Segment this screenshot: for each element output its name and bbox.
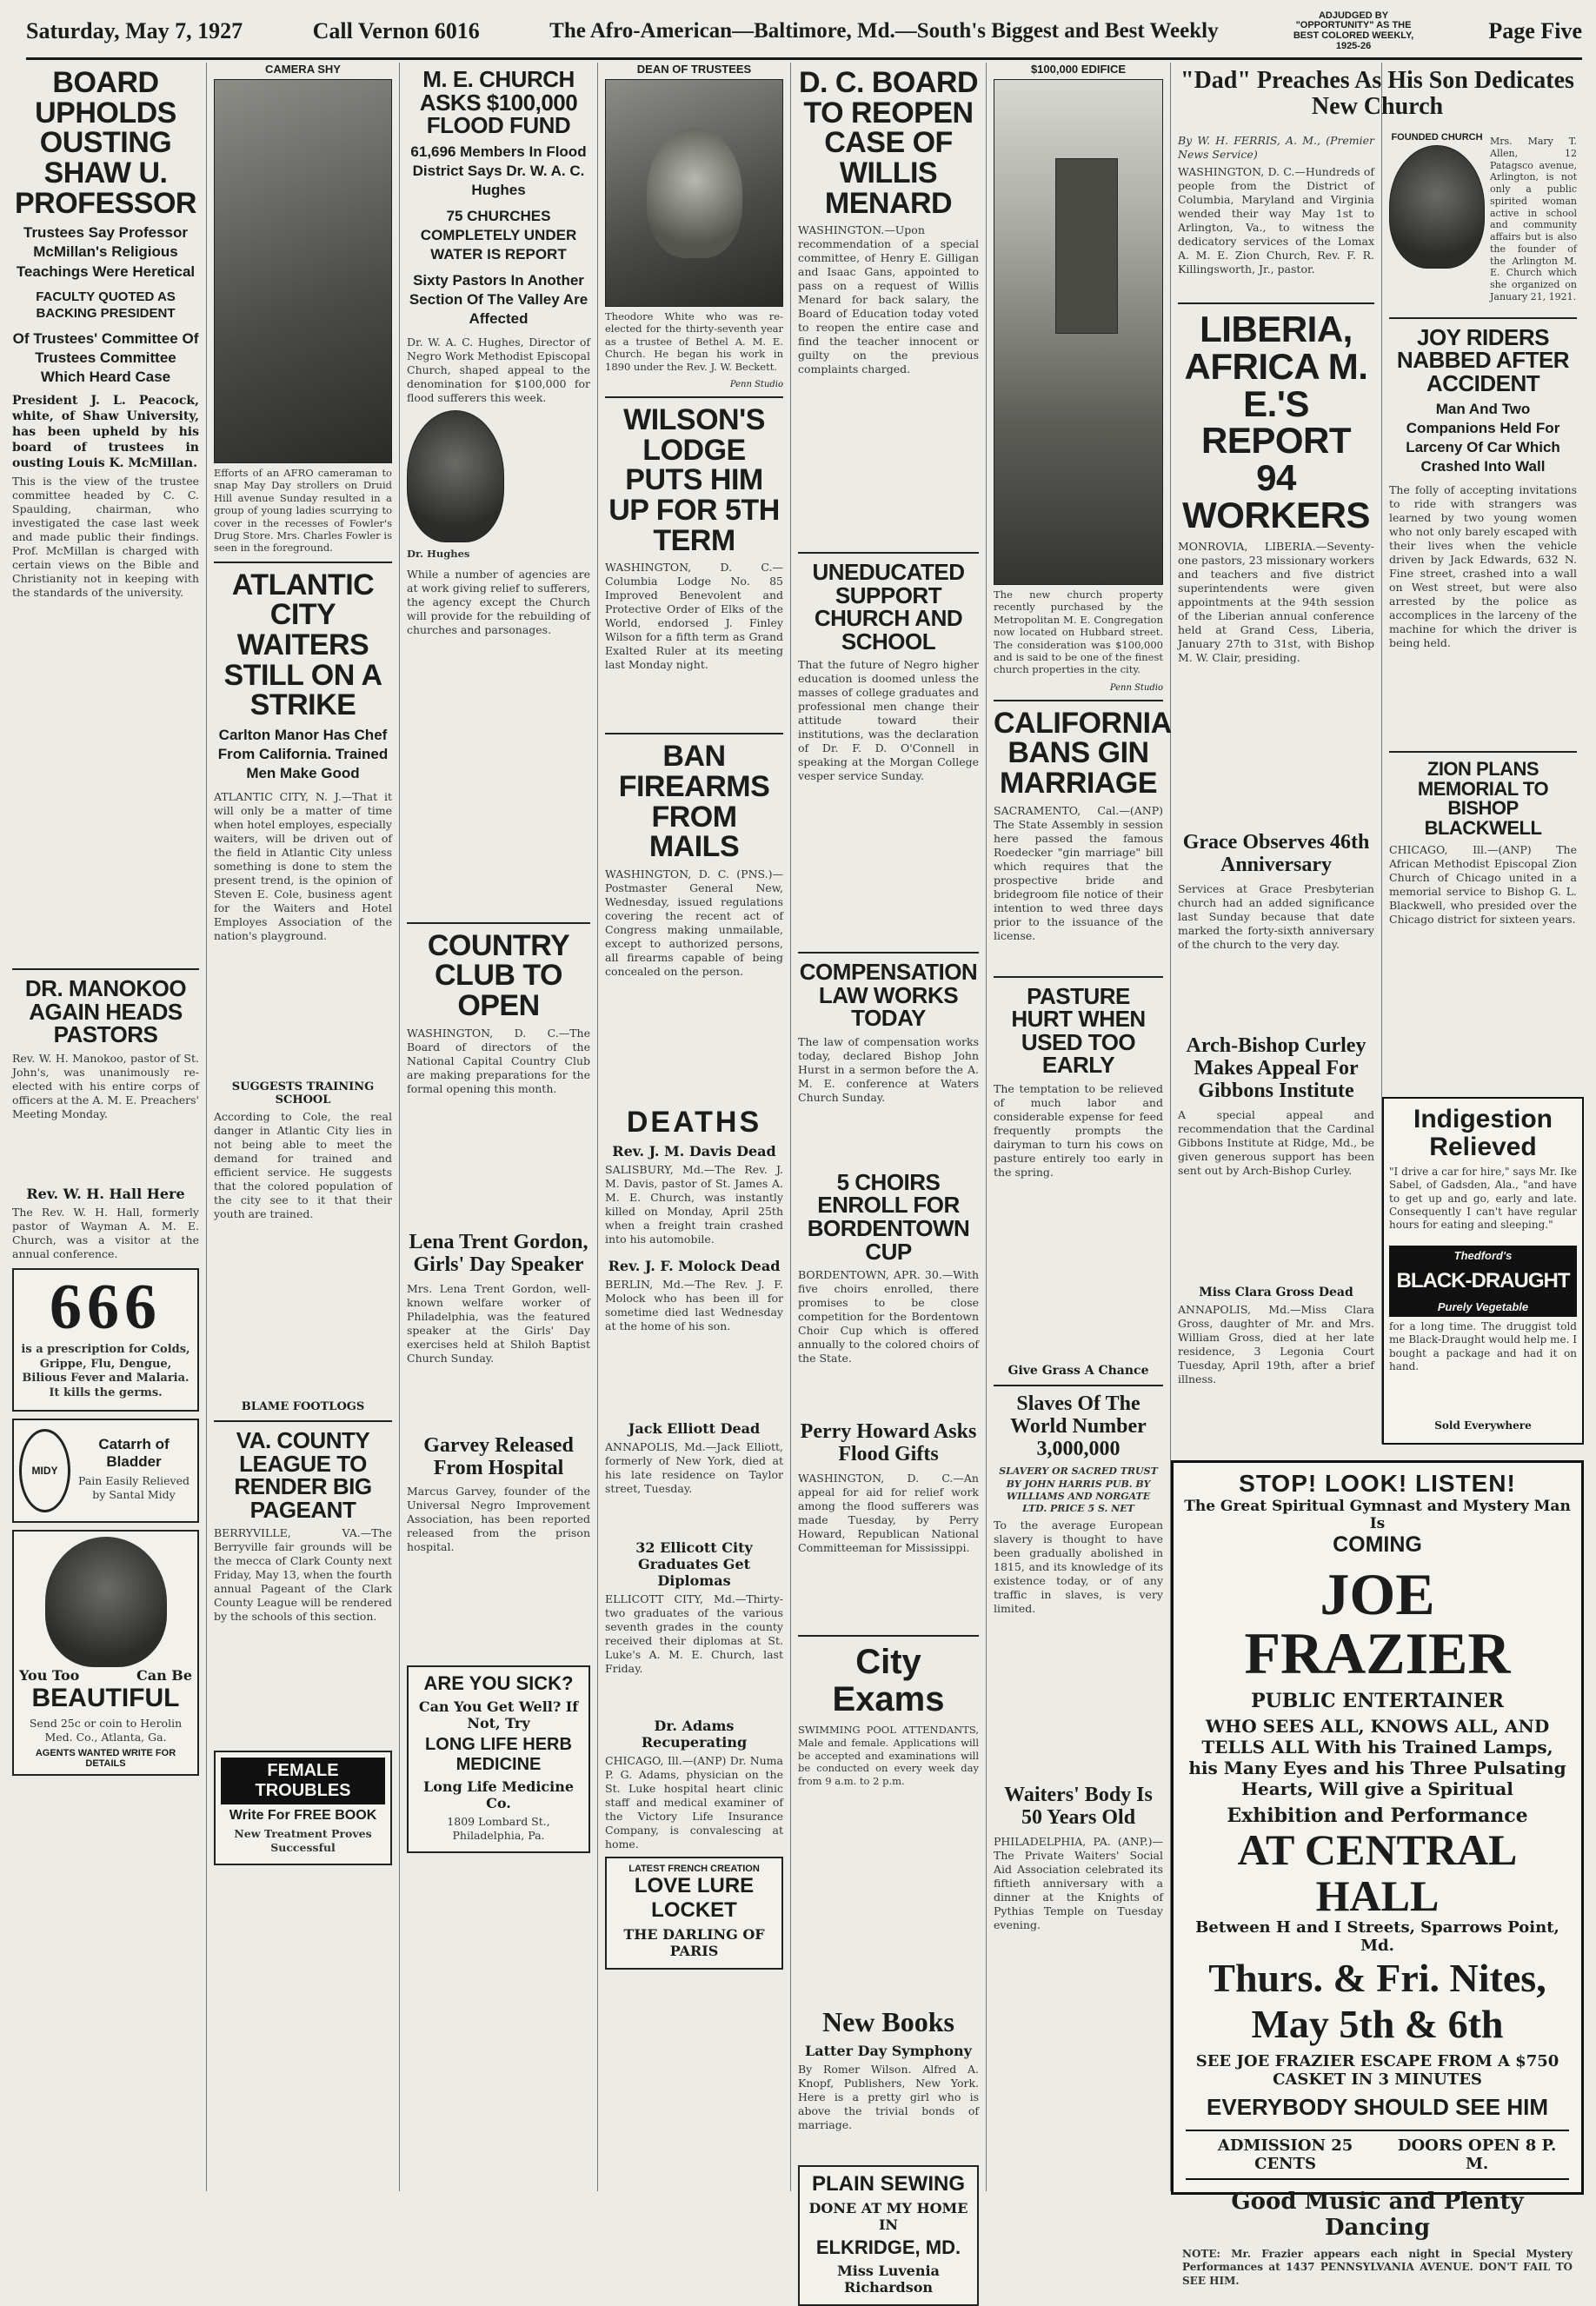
divider <box>994 976 1163 978</box>
subhead-grass: Give Grass A Chance <box>1007 1363 1149 1378</box>
frazier-dates: Thurs. & Fri. Nites, May 5th & 6th <box>1208 1956 1546 2046</box>
photo-caption: Efforts of an AFRO cameraman to snap May Day strollers on Druid Hill avenue Sunday resulted in a group of young ladies scurrying to cover in the recesses of Fowler's Drug Store. Mrs. Charles Fowler is seen in the foreground. <box>214 467 392 555</box>
divider <box>605 396 783 398</box>
headline-manokoo: DR. MANOKOO AGAIN HEADS PASTORS <box>24 975 187 1048</box>
ad-sick-sub: Can You Get Well? If Not, Try <box>418 1698 579 1732</box>
article-text: The folly of accepting invitations to ride with strangers was learned by two young women who not only barely escaped with their lives when the vehicle driven by Jack Edwards, 632 N. Fine street, crashed into a wall on West street, but were also arrested by the police as accomplices in the larceny of the machine for which the driver is being held. <box>1389 483 1577 650</box>
photo-credit: Penn Studio <box>1109 682 1163 693</box>
article-text: While a number of agencies are at work giving relief to sufferers, the agency except the Church will provide for the rebuilding of churches and parsonages. <box>407 567 590 636</box>
article-text: That the future of Negro higher education is doomed unless the masses of college graduates and professional men change their attitude toward their institutions, was the declaration of Dr. F. D. O'Connell in speaking at the Morgan College vesper service Sunday. <box>798 658 979 783</box>
book-credit: SLAVERY OR SACRED TRUST BY JOHN HARRIS PUB. BY WILLIAMS AND NORGATE LTD. PRICE 5 S. NET <box>999 1465 1158 1514</box>
issue-date: Saturday, May 7, 1927 <box>26 18 243 43</box>
headline-grace-anniversary: Grace Observes 46th Anniversary <box>1182 830 1370 876</box>
divider <box>407 922 590 924</box>
photo-caption: Theodore White who was re-elected for the thirty-seventh year as a trustee of Bethel A. M. E. Church. He began his work in 1890 under the Rev. J. W. Beckett. <box>605 310 783 373</box>
santal-logo-icon: MIDY <box>19 1429 70 1512</box>
column-4 <box>598 63 791 2191</box>
headline-country-club: COUNTRY CLUB TO OPEN <box>427 928 570 1023</box>
divider <box>1389 317 1577 319</box>
article-text: The temptation to be relieved of much labor and considerable expense for feed frequently prompts the dairyman to turn his cows on pasture entirely too early in the spring. <box>994 1081 1163 1179</box>
divider <box>214 1420 392 1422</box>
headline-choirs: 5 CHOIRS ENROLL FOR BORDENTOWN CUP <box>807 1168 970 1265</box>
ad-company: Long Life Medicine Co. <box>422 1778 575 1812</box>
column-5 <box>791 63 987 2296</box>
headline-new-books: New Books <box>821 2006 954 2038</box>
ad-beautiful <box>12 1530 199 1776</box>
headline-compensation: COMPENSATION LAW WORKS TODAY <box>799 959 978 1032</box>
article-text: WASHINGTON.—Upon recommendation of a special committee, of Henry E. Gilligan and Isaac Gans, appointed to pass on a request of Willis Menard for back salary, the Board of Education today voted to reopen the entire case and find the teacher innocent or guilty on the previous complaints charged. <box>798 223 979 376</box>
adjudged-note: ADJUDGED BY "OPPORTUNITY" AS THE BEST COLORED WEEKLY, 1925-26 <box>1293 10 1414 51</box>
ad-address: 1809 Lombard St., Philadelphia, Pa. <box>447 1815 550 1843</box>
headline-willis-menard: D. C. BOARD TO REOPEN CASE OF WILLIS MENARD <box>798 66 979 220</box>
article-text: SACRAMENTO, Cal.—(ANP) The State Assembly in session here passed the famous Roedecker "gin marriage" bill which requires that the prospective bride and bridegroom file notice of their intention to wed three days prior to the issuance of the license. <box>994 803 1163 942</box>
divider <box>798 552 979 554</box>
article-text: Rev. W. H. Manokoo, pastor of St. John's, was unanimously re-elected with his entire corps of officers at the A. M. E. Preachers' Meeting Monday. <box>12 1052 199 1120</box>
ad-santal-title: Catarrh of Bladder <box>98 1435 170 1470</box>
headline-wilsons-lodge: WILSON'S LODGE PUTS HIM UP FOR 5TH TERM <box>608 402 780 557</box>
article-text: A special appeal and recommendation that the Cardinal Gibbons Institute at Ridge, Md., be given generous support has been sent out by Arch-Bishop Curley. <box>1178 1107 1374 1177</box>
frazier-note: NOTE: Mr. Frazier appears each night in Special Mystery Performances at 1437 PENNSYLVANIA AVENUE. DON'T FAIL TO SEE HIM. <box>1182 2248 1573 2287</box>
divider <box>1389 751 1577 753</box>
article-text: CHICAGO, Ill.—(ANP) The African Methodist Episcopal Zion Church of Chicago united in a memorial service to Bishop G. L. Blackwell, who presided over the Chicago district for sixteen years. <box>1389 843 1577 927</box>
article-text: WASHINGTON, D. C.—An appeal for aid for relief work among the flood sufferers was made Tuesday, by Perry Howard, Republican National Committeeman for Mississippi. <box>798 1471 979 1554</box>
frazier-subtitle: The Great Spiritual Gymnast and Mystery Man Is <box>1184 1498 1571 1532</box>
deck-flood-members: 61,696 Members In Flood District Says Dr. W. A. C. Hughes <box>410 143 587 198</box>
article-text: By Romer Wilson. Alfred A. Knopf, Publishers, New York. Here is a pretty girl who is above the trivial bonds of marriage. <box>798 2062 979 2131</box>
woman-portrait-icon <box>45 1537 167 1667</box>
founded-church-block <box>1389 132 1577 310</box>
photo-credit: Penn Studio <box>729 379 783 389</box>
photo-caption: The new church property recently purchased by the Metropolitan M. E. Congregation now located on Hubbard street. The consideration was $100,000 and is said to be one of the finest church properties in the city. <box>994 588 1163 676</box>
headline-lena-gordon: Lena Trent Gordon, Girls' Day Speaker <box>409 1230 589 1276</box>
article-text: Dr. W. A. C. Hughes, Director of Negro Work Methodist Episcopal Church, shaped appeal to the denomination for $100,000 for flood sufferers this week. <box>407 336 590 405</box>
frazier-name: JOE FRAZIER <box>1244 1561 1511 1686</box>
headline-slaves: Slaves Of The World Number 3,000,000 <box>1010 1392 1147 1460</box>
ad-indigestion <box>1382 1097 1584 1445</box>
masthead <box>26 5 1582 60</box>
divider <box>605 733 783 734</box>
ad-666-number: 666 <box>50 1272 162 1343</box>
article-text: WASHINGTON, D. C. (PNS.)—Postmaster General New, Wednesday, issued regulations covering the recent act of Congress making unmailable, except to authorized persons, all firearms capable of being concealed on the person. <box>605 867 783 978</box>
subhead-clara-gross: Miss Clara Gross Dead <box>1199 1285 1353 1299</box>
photo-theodore-white <box>605 79 783 307</box>
photo-caption: Dr. Hughes <box>407 548 470 561</box>
divider <box>12 968 199 970</box>
article-text: BERLIN, Md.—The Rev. J. F. Molock who has been ill for sometime died last Wednesday at the home of his son. <box>605 1277 783 1332</box>
subhead-davis: Rev. J. M. Davis Dead <box>612 1142 776 1160</box>
headline-zion-memorial: ZION PLANS MEMORIAL TO BISHOP BLACKWELL <box>1417 758 1549 839</box>
article-text: SALISBURY, Md.—The Rev. J. M. Davis, pastor of St. James A. M. E. Church, was instantly killed on Monday, April 25th when a freight train crashed into his automobile. <box>605 1162 783 1246</box>
headline-city-exams: City Exams <box>832 1642 945 1719</box>
ad-black-draught: BLACK-DRAUGHT <box>1389 1266 1577 1297</box>
portrait-icon <box>647 128 742 258</box>
article-text: WASHINGTON, D. C.—Columbia Lodge No. 85 Improved Benevolent and Protective Order of Elks of the World, endorsed J. Finley Wilson for a fifth term as Grand Exalted Ruler at its meeting last Monday night. <box>605 561 783 672</box>
photo-heading-founded: FOUNDED CHURCH <box>1391 132 1483 143</box>
subhead-training: SUGGESTS TRAINING SCHOOL <box>231 1080 375 1107</box>
subhead-ellicott: 32 Ellicott City Graduates Get Diplomas <box>635 1538 753 1589</box>
subhead-symphony: Latter Day Symphony <box>805 2042 972 2059</box>
ad-joe-frazier <box>1171 1460 1584 2287</box>
headline-pasture: PASTURE HURT WHEN USED TOO EARLY <box>1011 982 1146 1079</box>
subhead-adams: Dr. Adams Recuperating <box>641 1717 748 1751</box>
article-text: Marcus Garvey, founder of the Universal Negro Improvement Association, has been reported released from the prison hospital. <box>407 1485 590 1554</box>
headline-garvey: Garvey Released From Hospital <box>423 1433 574 1479</box>
frazier-music: Good Music and Plenty Dancing <box>1231 2189 1524 2241</box>
frazier-stop-look: STOP! LOOK! LISTEN! <box>1239 1470 1516 1497</box>
ad-locket-sub: THE DARLING OF PARIS <box>623 1925 765 1959</box>
article-text: ELLICOTT CITY, Md.—Thirty-two graduates of the various seventh grades in the county received their diplomas at St. Luke's A. M. E. Church, last Friday. <box>605 1592 783 1675</box>
frazier-admission: ADMISSION 25 CENTS <box>1217 2137 1353 2173</box>
frazier-description: WHO SEES ALL, KNOWS ALL, AND TELLS ALL With his Trained Lamps, his Many Eyes and his Three Pulsating Hearts, Will give a Spiritual <box>1188 1716 1566 1799</box>
deck-churches-underwater: 75 CHURCHES COMPLETELY UNDER WATER IS REPORT <box>420 207 577 263</box>
headline-ban-firearms: BAN FIREARMS FROM MAILS <box>618 740 770 864</box>
article-text: ANNAPOLIS, Md.—Miss Clara Gross, daughter of Mr. and Mrs. William Gross, died at her late residence, 3 Legonia Court Tuesday, April 19th, after a brief illness. <box>1178 1302 1374 1386</box>
headline-deaths: DEATHS <box>626 1105 762 1139</box>
ad-female-text: New Treatment Proves Successful <box>234 1827 372 1855</box>
photo-heading-camera-shy: CAMERA SHY <box>265 63 341 76</box>
deck-faculty: FACULTY QUOTED AS BACKING PRESIDENT <box>36 289 176 322</box>
ad-plain-sewing <box>798 2165 979 2306</box>
ad-female-title: FEMALE TROUBLES <box>221 1758 385 1804</box>
ad-beauty-headline: BEAUTIFUL <box>31 1683 180 1712</box>
frazier-location: Between H and I Streets, Sparrows Point, Md. <box>1195 1918 1559 1955</box>
photo-caption: Mrs. Mary T. Allen, 12 Patagsco avenue, Arlington, is not only a public spirited woman active in school and community affairs but is also the founder of the Arlington M. E. Church which she organized on January 21, 1921. <box>1490 136 1577 302</box>
phone-number: Call Vernon 6016 <box>312 18 480 43</box>
column-2 <box>207 63 400 2191</box>
divider <box>214 562 392 563</box>
ad-brand: Thedford's <box>1389 1246 1577 1266</box>
headline-liberia: LIBERIA, AFRICA M. E.'S REPORT 94 WORKERS <box>1182 309 1370 536</box>
deck-carlton-manor: Carlton Manor Has Chef From California. Trained Men Make Good <box>217 726 389 782</box>
frazier-central-hall: AT CENTRAL HALL <box>1237 1825 1518 1920</box>
headline-atlantic-city: ATLANTIC CITY WAITERS STILL ON A STRIKE <box>223 568 382 722</box>
article-text: According to Cole, the real danger in Atlantic City lies in not being able to meet the demand for trained and efficient service. He suggests that the colored population of the city see to it that their youth are trained. <box>214 1110 392 1221</box>
article-text: BORDENTOWN, APR. 30.—With five choirs enrolled, there promises to be close competition for the Bordentown Choir Cup which is offered annually to the colored choirs of the State. <box>798 1268 979 1366</box>
ad-666-text: is a prescription for Colds, Grippe, Flu, Dengue, Bilious Fever and Malaria. It kills the germs. <box>21 1343 190 1399</box>
divider <box>1178 302 1374 304</box>
ad-santal <box>12 1419 199 1523</box>
deck-sixty-pastors: Sixty Pastors In Another Section Of The Valley Are Affected <box>409 272 589 328</box>
subhead-elliott: Jack Elliott Dead <box>628 1419 761 1437</box>
divider <box>798 952 979 954</box>
article-text: ATLANTIC CITY, N. J.—That it will only be a matter of time when hotel employes, especially waiters, will be driven out of the field in Atlantic City unless something is done to stem the present trend, is the opinion of Steven E. Cole, business agent for the Waiters and Hotel Employes Association of the nation's playground. <box>214 790 392 943</box>
headline-joy-riders: JOY RIDERS NABBED AFTER ACCIDENT <box>1396 323 1570 396</box>
column-6 <box>987 63 1171 2191</box>
spacer <box>1389 63 1577 132</box>
article-text: WASHINGTON, D. C.—Hundreds of people from the District of Columbia, Maryland and Virginia wended their way May 1st to Arlington, Va., to witness the dedicatory services of the Lomax A. M. E. Zion Church, Rev. F. R. Killingsworth, Jr., pastor. <box>1178 165 1374 276</box>
headline-waiters-body: Waiters' Body Is 50 Years Old <box>1004 1783 1153 1829</box>
ad-herb-medicine: LONG LIFE HERB MEDICINE <box>425 1735 572 1775</box>
frazier-everybody: EVERYBODY SHOULD SEE HIM <box>1207 2094 1548 2120</box>
ad-beauty-line1: You Too <box>19 1666 80 1684</box>
frazier-coming: COMING <box>1333 1532 1422 1557</box>
ad-indigestion-text: "I drive a car for hire," says Mr. Ike Sabel, of Gadsden, Ala., "and have to get up and go, early and late. Consequently I can't have regular hours for eating and sleeping." <box>1389 1165 1577 1232</box>
ad-sick-title: ARE YOU SICK? <box>423 1672 574 1695</box>
subhead-footlogs: BLAME FOOTLOGS <box>241 1400 365 1414</box>
headline-uneducated: UNEDUCATED SUPPORT CHURCH AND SCHOOL <box>812 559 965 655</box>
ad-long-life <box>407 1665 590 1853</box>
article-text: PHILADELPHIA, PA. (ANP.)—The Private Waiters' Social Aid Association celebrated its fiftieth anniversary with a dinner at the Knights of Pythias Temple on Tuesday evening. <box>994 1834 1163 1931</box>
column-3 <box>400 63 598 2191</box>
headline-dad-preaches: "Dad" Preaches As His Son Dedicates New Church <box>1180 67 1574 121</box>
photo-heading-dean: DEAN OF TRUSTEES <box>636 63 752 76</box>
ad-indigestion-title: Indigestion Relieved <box>1413 1105 1553 1162</box>
photo-camera-shy <box>214 79 392 463</box>
subhead-hall: Rev. W. H. Hall Here <box>26 1186 185 1202</box>
ad-sewing-title: PLAIN SEWING <box>811 2171 965 2196</box>
frazier-exhibition: Exhibition and Performance <box>1227 1804 1528 1827</box>
photo-dr-hughes <box>407 410 504 542</box>
article-text: Services at Grace Presbyterian church had an added significance last Sunday because that date marked the forty-sixth anniversary of the church to the very day. <box>1178 881 1374 951</box>
frazier-admission-row <box>1186 2130 1569 2180</box>
divider <box>994 1385 1163 1386</box>
article-text: WASHINGTON, D. C.—The Board of directors of the National Capital Country Club are making preparations for the formal opening this month. <box>407 1026 590 1095</box>
article-text: ANNAPOLIS, Md.—Jack Elliott, formerly of New York, died at his late residence on Taylor street, Tuesday. <box>605 1439 783 1495</box>
article-text: This is the view of the trustee committee headed by C. C. Spaulding, chairman, who investigated the case last week and made public their findings. Prof. McMillan is charged with certain views on the Bible and Christianity not in keeping with the standards of the university. <box>12 475 199 600</box>
photo-mary-allen <box>1389 145 1485 269</box>
subhead-molock: Rev. J. F. Molock Dead <box>608 1257 781 1274</box>
ad-locket-title: LOVE LURE LOCKET <box>634 1873 755 1922</box>
ad-locket-kicker: LATEST FRENCH CREATION <box>628 1863 760 1874</box>
article-text: SWIMMING POOL ATTENDANTS, Male and female. Applications will be accepted and examinations will be conducted on every week day from 9 a.m. to 2 p.m. <box>798 1724 979 1788</box>
headline-gin-marriage: CALIFORNIA BANS GIN MARRIAGE <box>994 706 1172 800</box>
divider <box>798 1635 979 1637</box>
page-number: Page Five <box>1488 18 1582 43</box>
article-text: The law of compensation works today, declared Bishop John Hurst in a sermon before the A. M. E. conference at Waters Church Sunday. <box>798 1034 979 1104</box>
church-tower-icon <box>1055 158 1118 334</box>
deck-joy-riders: Man And Two Companions Held For Larceny Of Car Which Crashed Into Wall <box>1406 401 1560 475</box>
headline-va-county: VA. COUNTY LEAGUE TO RENDER BIG PAGEANT <box>234 1427 372 1523</box>
ad-female-troubles <box>214 1751 392 1865</box>
deck-heretical: Trustees Say Professor McMillan's Religious Teachings Were Heretical <box>16 224 196 280</box>
ad-beauty-footer: AGENTS WANTED WRITE FOR DETAILS <box>35 1747 176 1769</box>
headline-perry-howard: Perry Howard Asks Flood Gifts <box>800 1420 977 1465</box>
ad-santal-text: Pain Easily Relieved by Santal Midy <box>78 1473 190 1501</box>
divider <box>994 700 1163 701</box>
article-text: MONROVIA, LIBERIA.—Seventy-one pastors, 23 missionary workers and teachers and five district superintendents were given appointments at the 94th session of the Liberian annual conference held at Grand Cess, Liberia, January 27th to 31st, with Bishop M. W. Clair, presiding. <box>1178 539 1374 664</box>
photo-church-edifice <box>994 79 1163 585</box>
column-1 <box>5 63 207 2191</box>
article-text: The Rev. W. H. Hall, formerly pastor of Wayman A. M. E. Church, was a visitor at the annual conference. <box>12 1206 199 1260</box>
headline-curley: Arch-Bishop Curley Makes Appeal For Gibbons Institute <box>1186 1033 1367 1102</box>
ad-beauty-text: Send 25c or coin to Herolin Med. Co., Atlanta, Ga. <box>29 1716 183 1744</box>
ad-sewing-line: DONE AT MY HOME IN <box>808 2199 968 2233</box>
ad-beauty-line2: Can Be <box>136 1666 192 1684</box>
article-text: BERRYVILLE, VA.—The Berryville fair grounds will be the mecca of Clark County next Friday, May 13, when the fourth annual Pageant of the Clark County League will be rendered by the schools of this section. <box>214 1526 392 1624</box>
ad-sewing-name: Miss Luvenia Richardson <box>837 2262 940 2296</box>
ad-sewing-town: ELKRIDGE, MD. <box>815 2236 961 2258</box>
headline-shaw-professor: BOARD UPHOLDS OUSTING SHAW U. PROFESSOR <box>15 66 196 220</box>
ad-666 <box>12 1268 199 1412</box>
frazier-doors: DOORS OPEN 8 P. M. <box>1397 2137 1557 2173</box>
ad-purely-vegetable: Purely Vegetable <box>1389 1297 1577 1317</box>
newspaper-name: The Afro-American—Baltimore, Md.—South's Biggest and Best Weekly <box>549 19 1219 43</box>
deck-committee: Of Trustees' Committee Of Trustees Committee Which Heard Case <box>12 329 199 385</box>
frazier-entertainer: PUBLIC ENTERTAINER <box>1251 1690 1504 1712</box>
ad-sold-everywhere: Sold Everywhere <box>1434 1419 1532 1432</box>
lead-paragraph: President J. L. Peacock, white, of Shaw University, has been upheld by his board of trustees in ousting Louis K. McMillan. <box>12 393 199 470</box>
article-text: Mrs. Lena Trent Gordon, well-known welfare worker of Philadelphia, was the featured speaker at the Girls' Day exercises held at Shiloh Baptist Church Sunday. <box>407 1281 590 1365</box>
article-text: CHICAGO, Ill.—(ANP) Dr. Numa P. G. Adams, physician on the St. Luke hospital heart clinic staff and medical examiner of the Victory Life Insurance Company, is convalescing at home. <box>605 1753 783 1851</box>
photo-heading-edifice: $100,000 EDIFICE <box>1030 63 1127 76</box>
frazier-casket: SEE JOE FRAZIER ESCAPE FROM A $750 CASKET IN 3 MINUTES <box>1195 2052 1559 2089</box>
headline-flood-fund: M. E. CHURCH ASKS $100,000 FLOOD FUND <box>419 66 578 139</box>
ad-free-book: Write For FREE BOOK <box>229 1808 377 1824</box>
byline: By W. H. FERRIS, A. M., (Premier News Service) <box>1178 134 1374 161</box>
ad-indigestion-text2: for a long time. The druggist told me Black-Draught would help me. I bought a package and had it on hand. <box>1389 1319 1577 1372</box>
article-text: To the average European slavery is thought to have been gradually abolished in 1815, and its knowledge of its existence today, or of any traffic in slaves, is very limited. <box>994 1518 1163 1615</box>
ad-locket <box>605 1857 783 1970</box>
